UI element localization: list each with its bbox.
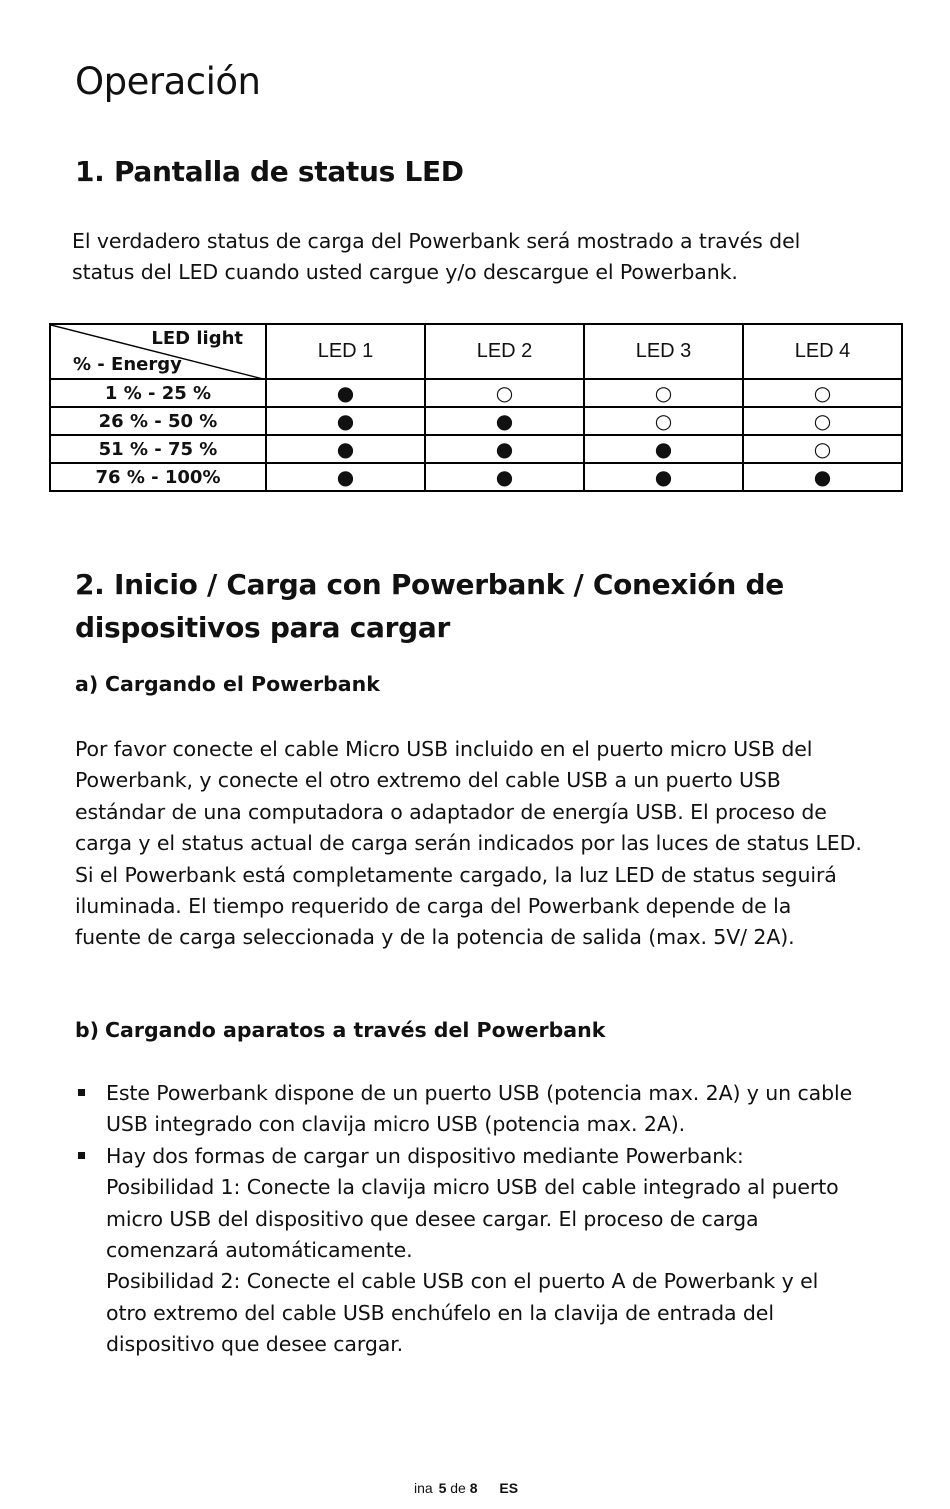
paragraph-line: carga y el status actual de carga serán indicados por las luces de status LED. <box>75 831 862 856</box>
table-row <box>50 463 902 491</box>
heading-line: dispositivos para cargar <box>75 611 450 644</box>
subsection-a-body <box>75 734 862 954</box>
row-label: 51 % - 75 % <box>50 435 266 463</box>
paragraph-line: iluminada. El tiempo requerido de carga del Powerbank depende de la <box>75 894 792 919</box>
led-indicator: ○ <box>743 407 902 435</box>
heading-line: 2. Inicio / Carga con Powerbank / Conexión de <box>75 568 784 601</box>
led-indicator: ● <box>266 435 425 463</box>
intro-line: El verdadero status de carga del Powerbank será mostrado a través del <box>72 229 801 253</box>
page-word: ina <box>414 1480 433 1496</box>
list-item <box>75 1078 875 1141</box>
led-indicator: ● <box>266 463 425 491</box>
led-indicator: ○ <box>743 379 902 407</box>
paragraph-line: Por favor conecte el cable Micro USB incluido en el puerto micro USB del <box>75 737 813 761</box>
subsection-b-heading <box>75 1018 605 1042</box>
led-indicator: ● <box>584 435 743 463</box>
paragraph-line: fuente de carga seleccionada y de la potencia de salida (max. 5V/ 2A). <box>75 925 795 950</box>
led-indicator: ○ <box>425 379 584 407</box>
square-bullet-icon <box>78 1089 85 1096</box>
led-indicator: ● <box>266 407 425 435</box>
led-indicator: ● <box>266 379 425 407</box>
list-item <box>75 1141 875 1361</box>
led-indicator: ○ <box>584 379 743 407</box>
paragraph-line: Posibilidad 2: Conecte el cable USB con el puerto A de Powerbank y el <box>106 1269 819 1294</box>
row-label: 26 % - 50 % <box>50 407 266 435</box>
subsection-title: Cargando aparatos a través del Powerbank <box>105 1018 606 1042</box>
paragraph-line: Powerbank, y conecte el otro extremo del cable USB a un puerto USB <box>75 768 781 793</box>
subsection-a-heading <box>75 672 380 696</box>
row-label: 76 % - 100% <box>50 463 266 491</box>
row-label: 1 % - 25 % <box>50 379 266 407</box>
section-1-heading: 1. Pantalla de status LED <box>75 155 464 188</box>
led-indicator: ● <box>425 407 584 435</box>
table-corner-cell <box>50 324 266 379</box>
total-pages: 8 <box>469 1480 478 1496</box>
square-bullet-icon <box>78 1152 85 1159</box>
paragraph-line: Posibilidad 1: Conecte la clavija micro USB del cable integrado al puerto <box>106 1175 839 1200</box>
subsection-marker: b) <box>75 1018 100 1042</box>
paragraph-line: Si el Powerbank está completamente cargado, la luz LED de status seguirá <box>75 862 837 887</box>
table-row <box>50 435 902 463</box>
paragraph-line: otro extremo del cable USB enchúfelo en la clavija de entrada del <box>106 1300 774 1325</box>
paragraph-line: estándar de una computadora o adaptador de energía USB. El proceso de <box>75 799 827 824</box>
table-row <box>50 407 902 435</box>
led-indicator: ● <box>584 463 743 491</box>
led-indicator: ● <box>743 463 902 491</box>
paragraph-line: micro USB del dispositivo que desee cargar. El proceso de carga <box>106 1206 759 1231</box>
table-header-row <box>50 324 902 379</box>
page-title: Operación <box>75 60 261 103</box>
led-status-table <box>49 323 903 492</box>
paragraph-line: dispositivo que desee cargar. <box>106 1332 404 1357</box>
section-2-heading <box>75 563 784 649</box>
page-footer <box>414 1480 518 1496</box>
intro-line: status del LED cuando usted cargue y/o descargue el Powerbank. <box>72 260 738 285</box>
section-1-intro <box>72 226 800 289</box>
corner-label-led-light: LED light <box>151 328 243 349</box>
paragraph-line: Hay dos formas de cargar un dispositivo mediante Powerbank: <box>106 1143 744 1168</box>
column-header: LED 3 <box>584 324 743 379</box>
column-header: LED 1 <box>266 324 425 379</box>
led-indicator: ● <box>425 435 584 463</box>
led-indicator: ● <box>425 463 584 491</box>
subsection-b-list <box>75 1078 875 1361</box>
language-code: ES <box>499 1480 519 1496</box>
corner-label-energy: % - Energy <box>73 354 182 375</box>
paragraph-line: comenzará automáticamente. <box>106 1238 413 1263</box>
page-number: 5 <box>438 1480 447 1496</box>
subsection-marker: a) <box>75 672 99 696</box>
of-word: de <box>450 1480 466 1496</box>
paragraph-line: Este Powerbank dispone de un puerto USB (potencia max. 2A) y un cable <box>106 1081 853 1105</box>
column-header: LED 2 <box>425 324 584 379</box>
column-header: LED 4 <box>743 324 902 379</box>
paragraph-line: USB integrado con clavija micro USB (potencia max. 2A). <box>106 1112 686 1137</box>
table-row <box>50 379 902 407</box>
led-indicator: ○ <box>584 407 743 435</box>
subsection-title: Cargando el Powerbank <box>105 672 380 696</box>
led-indicator: ○ <box>743 435 902 463</box>
